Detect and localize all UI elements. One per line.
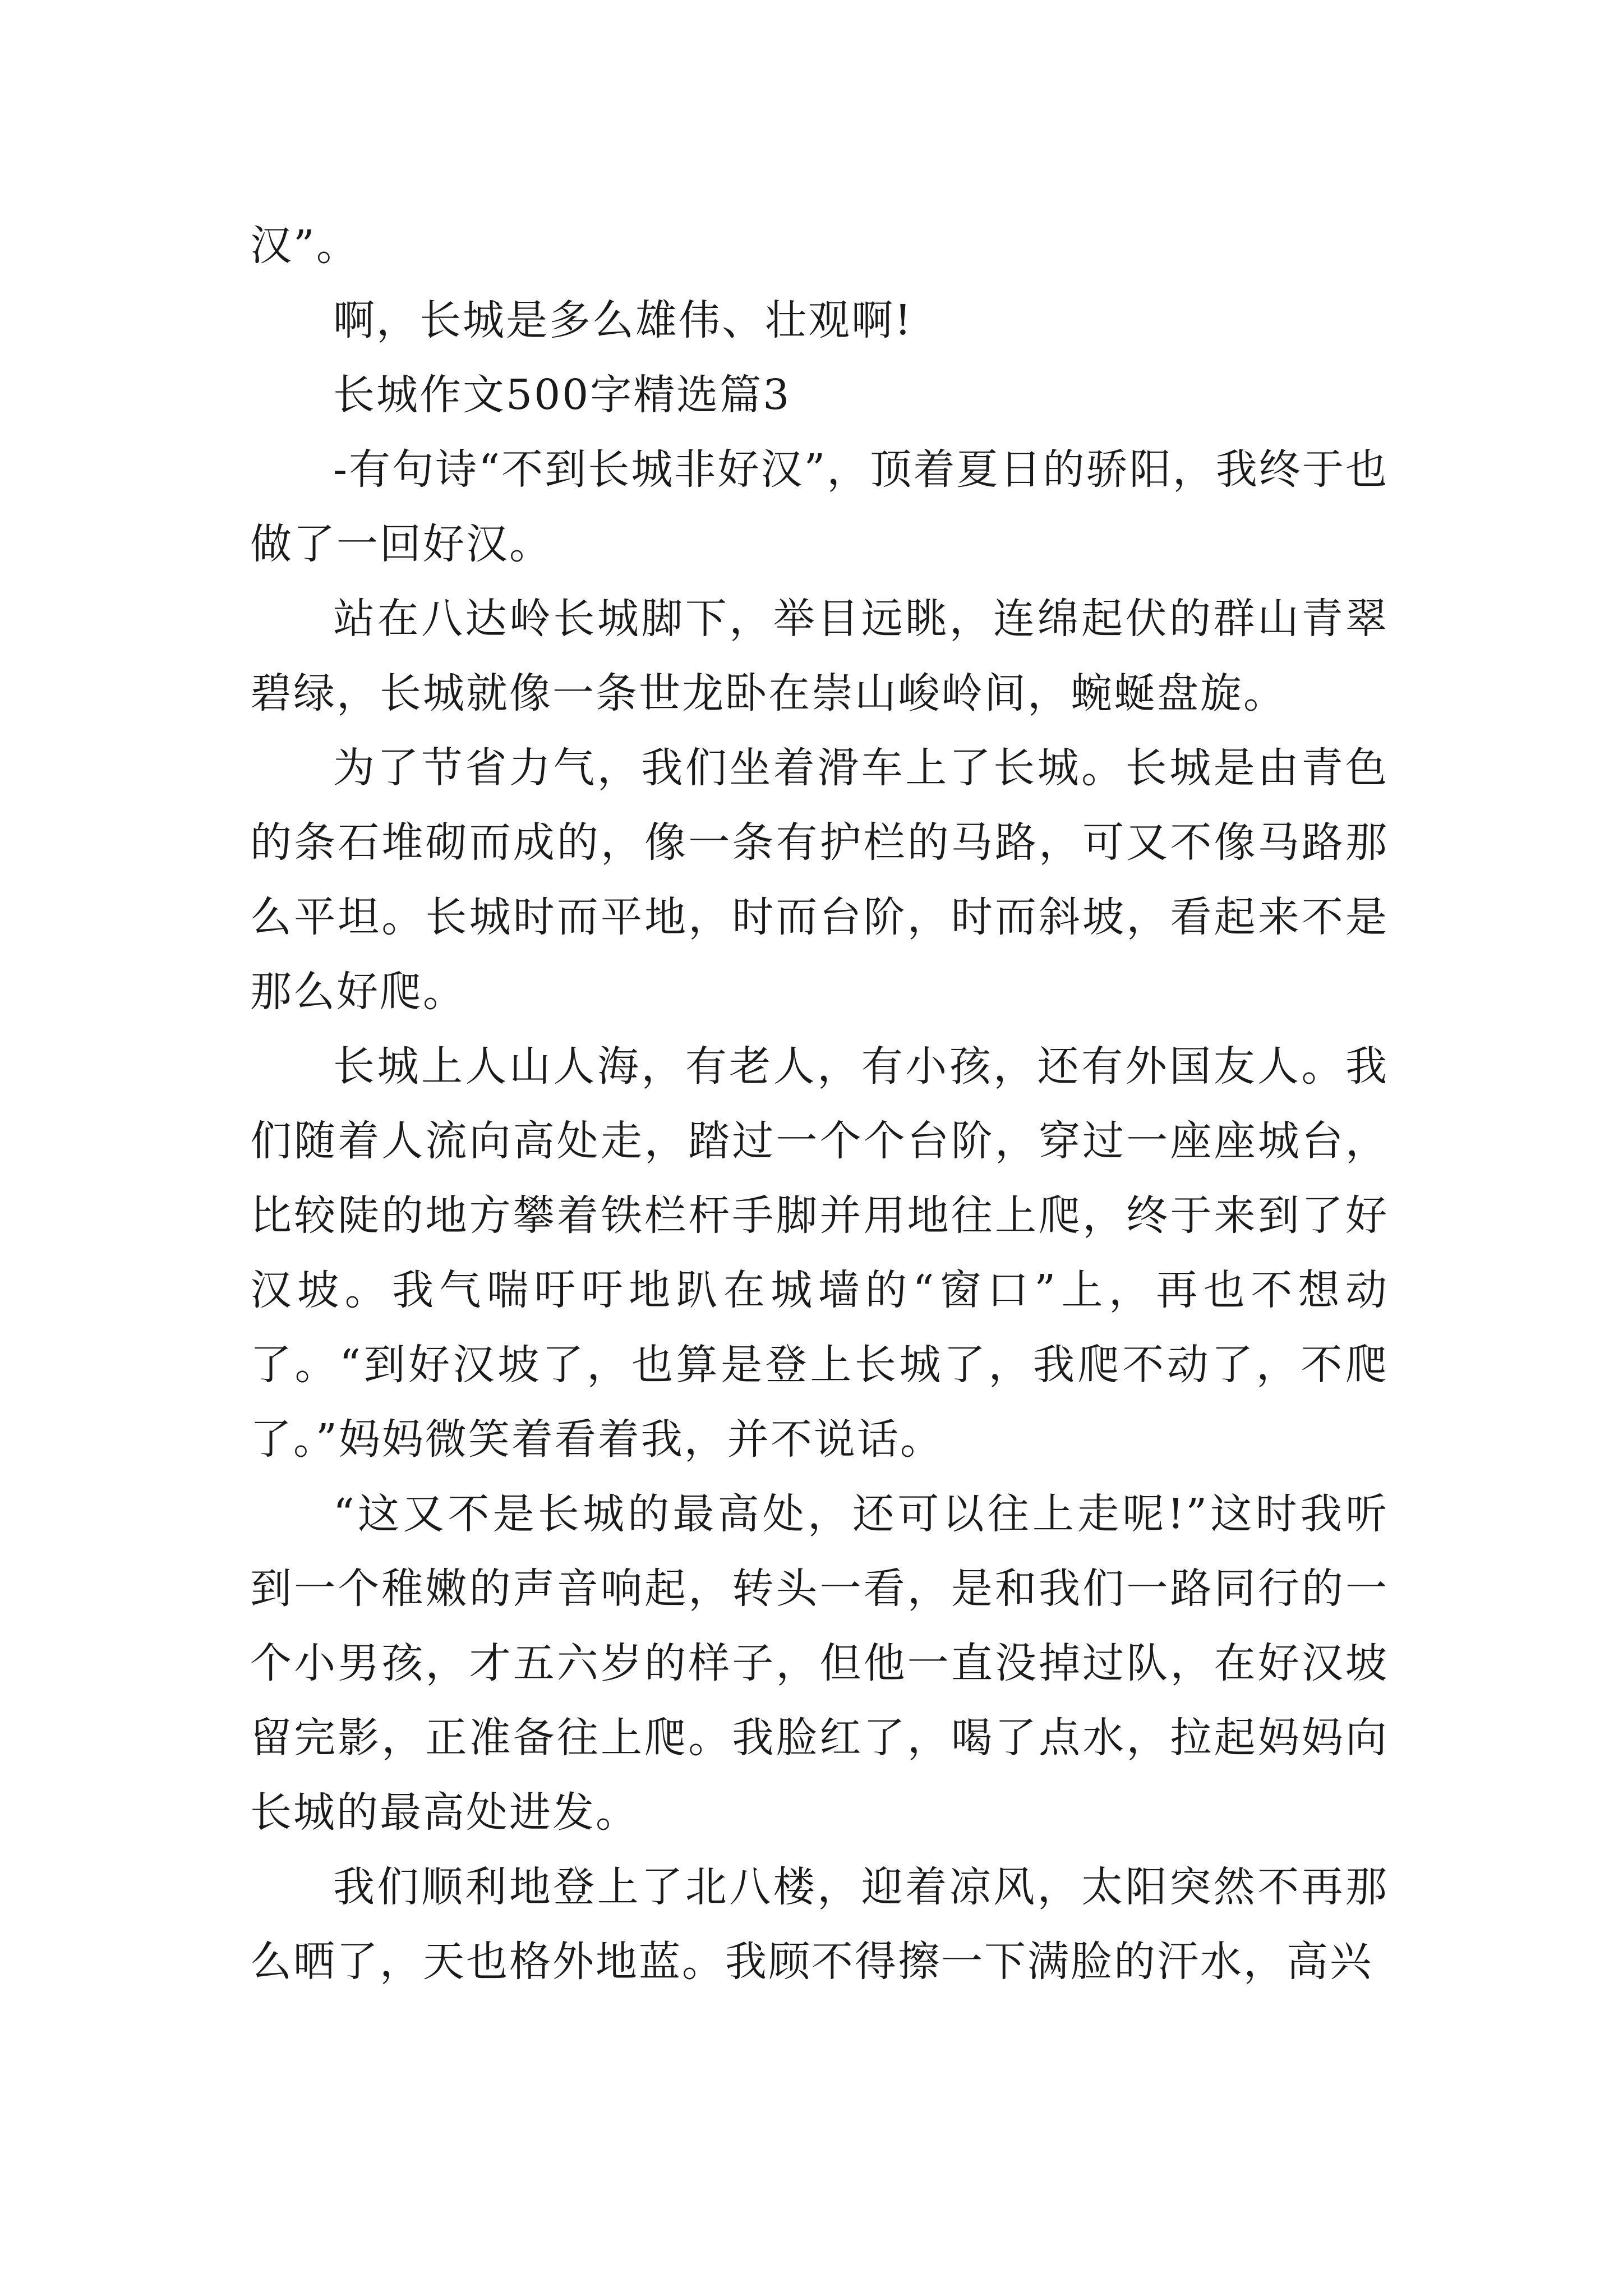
- paragraph-1: 汉”。: [250, 222, 359, 270]
- paragraph-8: 我们顺利地登上了北八楼，迎着凉风，太阳突然不再那么晒了，天也格外地蓝。我顾不得擦一下满脸的汗水，高兴: [250, 1863, 1389, 1986]
- section-heading: 长城作文500字精选篇3: [333, 371, 791, 419]
- paragraph-4: 站在八达岭长城脚下，举目远眺，连绵起伏的群山青翠碧绿，长城就像一条世龙卧在崇山峻岭间，蜿蜒盘旋。: [250, 595, 1389, 717]
- paragraph-3: -有句诗“不到长城非好汉”，顶着夏日的骄阳，我终于也做了一回好汉。: [250, 445, 1389, 568]
- paragraph-2: 啊，长城是多么雄伟、壮观啊!: [333, 296, 913, 344]
- paragraph-5: 为了节省力气，我们坐着滑车上了长城。长城是由青色的条石堆砌而成的，像一条有护栏的马路，可又不像马路那么平坦。长城时而平地，时而台阶，时而斜坡，看起来不是那么好爬。: [250, 744, 1389, 1016]
- document-body: [250, 209, 1389, 1999]
- paragraph-7: “这又不是长城的最高处，还可以往上走呢!”这时我听到一个稚嫩的声音响起，转头一看，是和我们一路同行的一个小男孩，才五六岁的样子，但他一直没掉过队，在好汉坡留完影，正准备往上爬。我脸红了，喝了点水，拉起妈妈向长城的最高处进发。: [250, 1490, 1389, 1837]
- paragraph-6: 长城上人山人海，有老人，有小孩，还有外国友人。我们随着人流向高处走，踏过一个个台阶，穿过一座座城台，比较陡的地方攀着铁栏杆手脚并用地往上爬，终于来到了好汉坡。我气喘吁吁地趴在城墙的“窗口”上，再也不想动了。“到好汉坡了，也算是登上长城了，我爬不动了，不爬了。”妈妈微笑着看着我，并不说话。: [250, 1042, 1389, 1464]
